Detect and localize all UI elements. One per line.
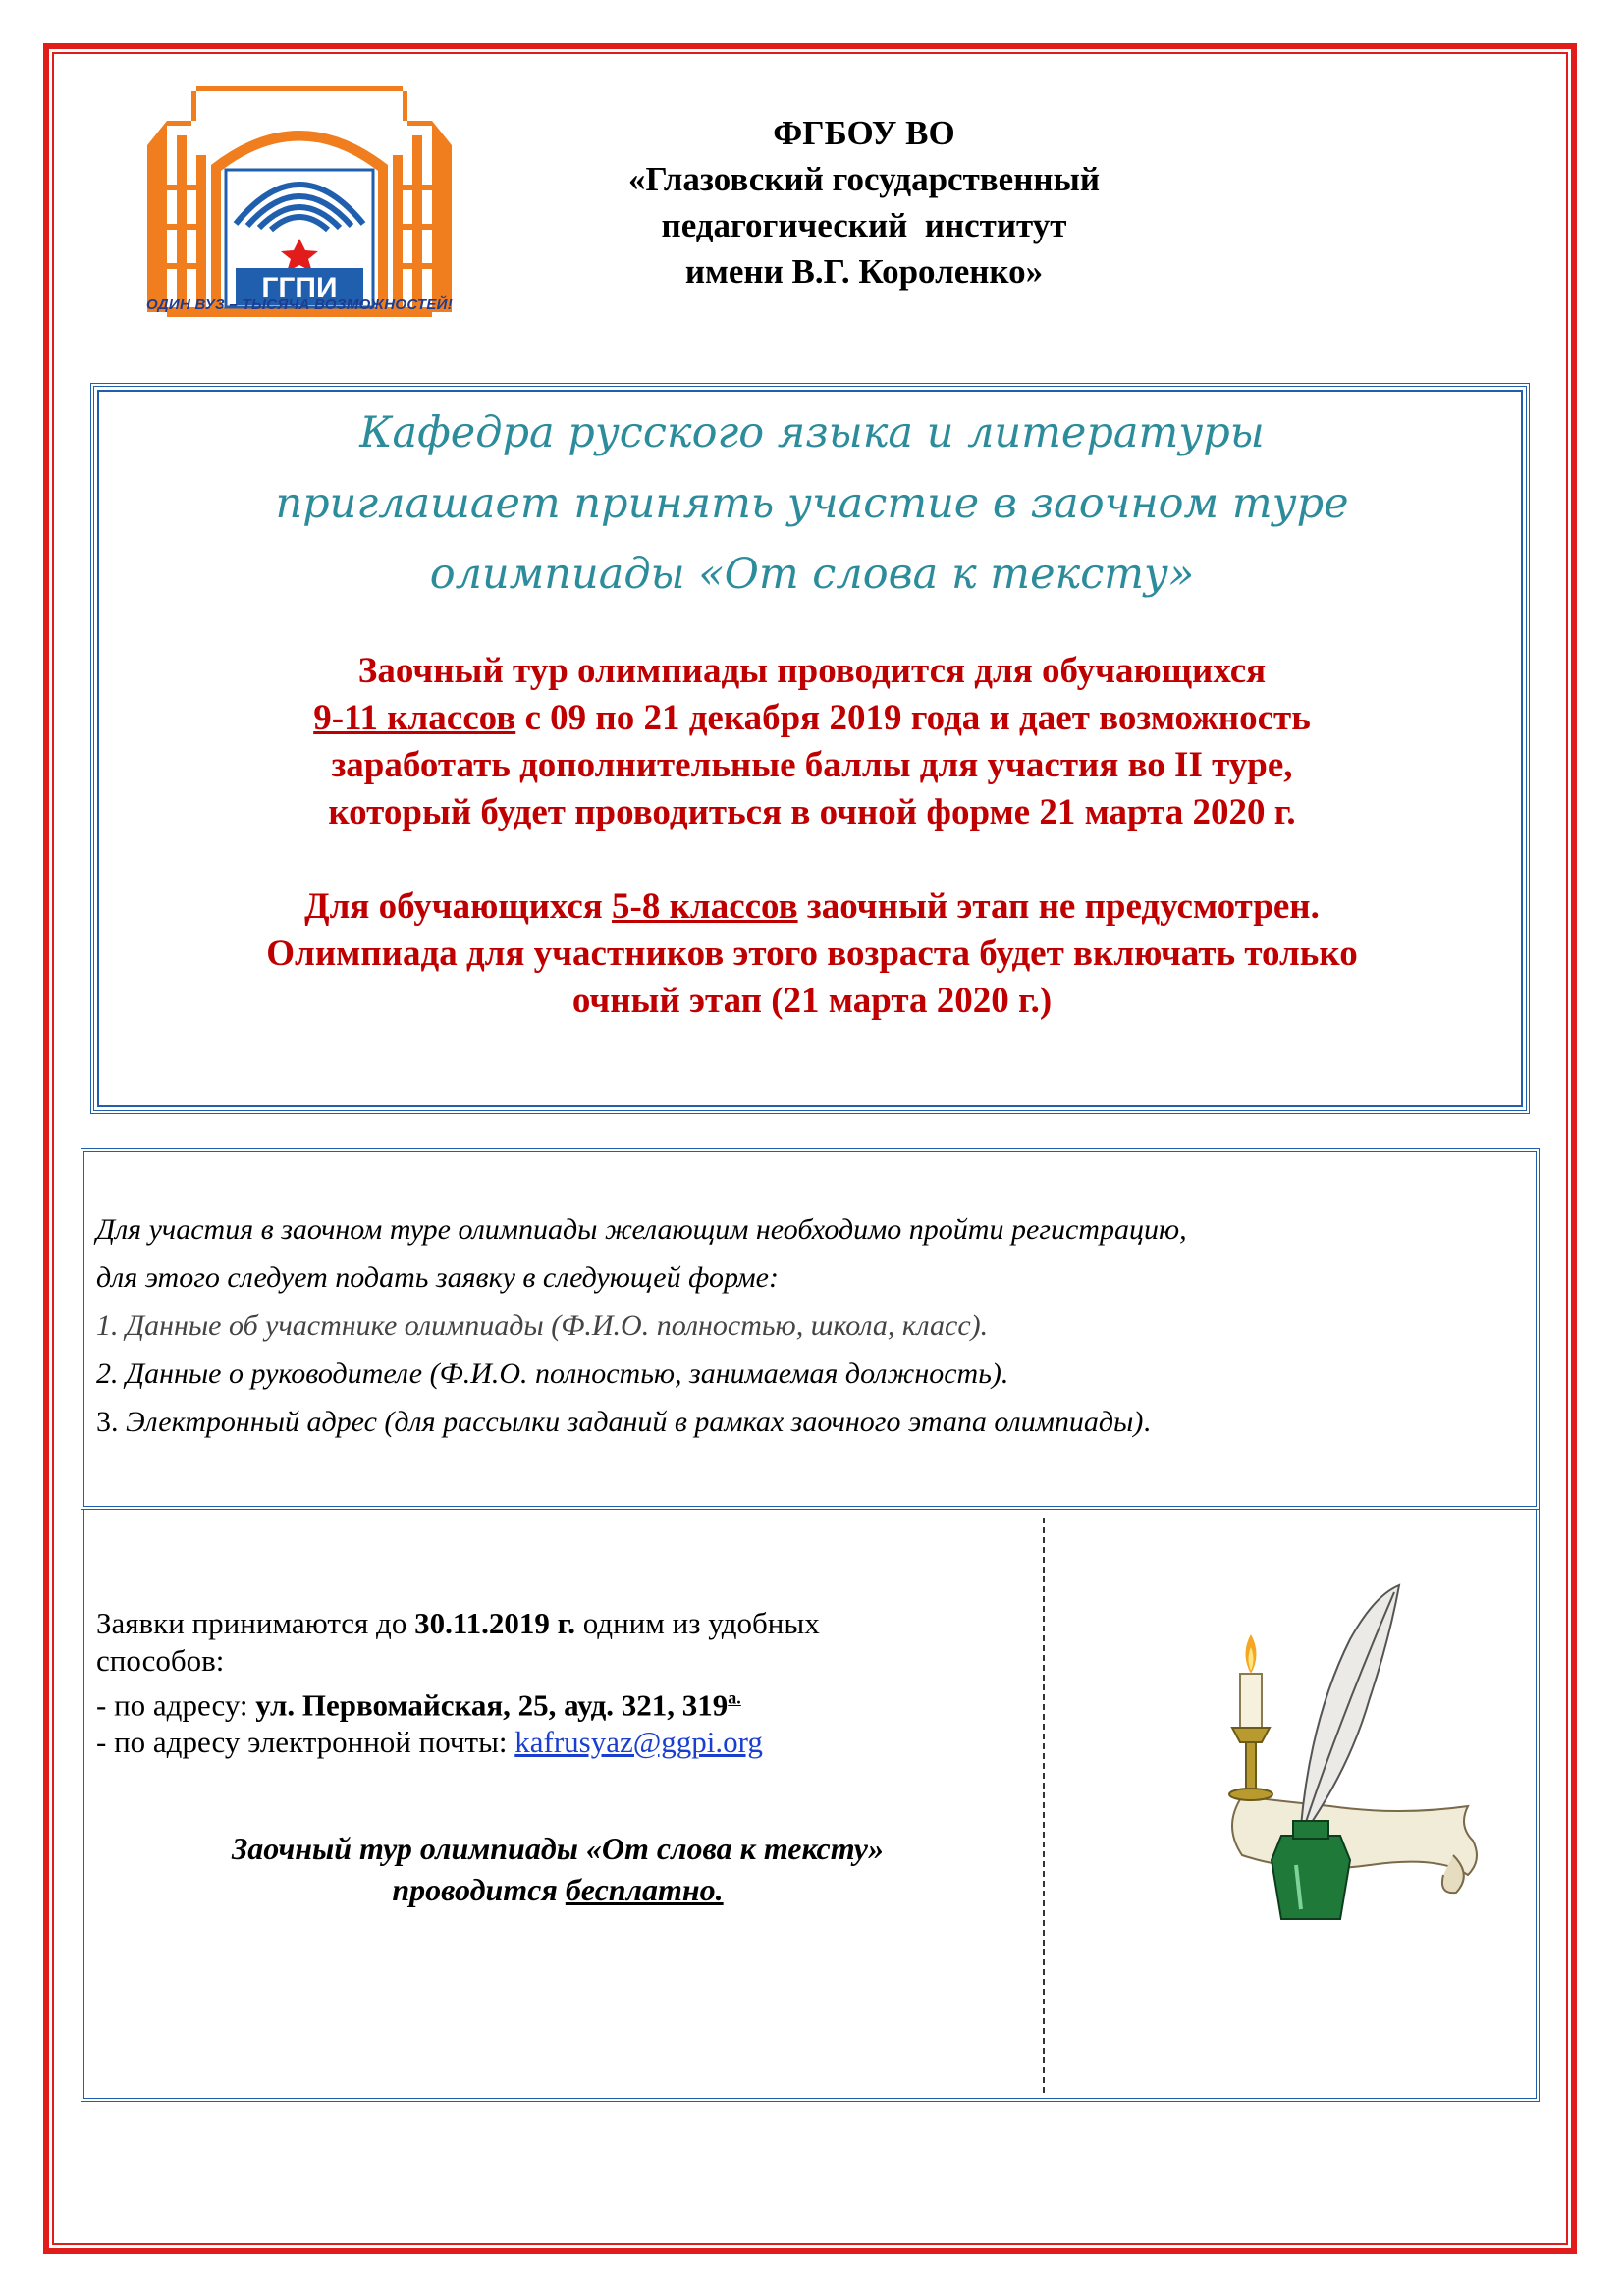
scroll-icon bbox=[1232, 1796, 1477, 1875]
free-participation-note bbox=[96, 1828, 1019, 1910]
apply-text-2: одним из удобных bbox=[574, 1606, 820, 1640]
reg-item-2 bbox=[96, 1350, 1530, 1398]
notice-line-1: Заочный тур олимпиады проводится для обучающихся bbox=[357, 651, 1267, 691]
notice-p2-prefix: Для обучающихся bbox=[304, 886, 613, 927]
reg-item-1: 1. Данные об участнике олимпиады (Ф.И.О. полностью, школа, класс). bbox=[96, 1309, 989, 1342]
quill-inkwell-illustration bbox=[1203, 1580, 1488, 1944]
notice-grades-5-8: 5-8 классов bbox=[612, 886, 798, 927]
reg-item-2-text: Данные о руководителе (Ф.И.О. полностью, занимаемая должность). bbox=[118, 1358, 1009, 1390]
institute-name bbox=[461, 110, 1267, 294]
apply-email-line bbox=[96, 1724, 1029, 1761]
address-superscript: а. bbox=[728, 1688, 741, 1708]
institute-line-2: «Глазовский государственный bbox=[627, 160, 1101, 198]
address-prefix: - по адресу: bbox=[96, 1687, 256, 1723]
application-info bbox=[96, 1605, 1029, 1761]
notice-spacer bbox=[98, 836, 1526, 883]
address-value: ул. Первомайская, 25, ауд. 321, 319 bbox=[255, 1687, 729, 1723]
email-link[interactable]: kafrusyaz@ggpi.org bbox=[514, 1725, 763, 1760]
institute-line-1: ФГБОУ ВО bbox=[773, 114, 955, 152]
candle-icon bbox=[1229, 1634, 1272, 1800]
notice-line-7: очный этап (21 марта 2020 г.) bbox=[571, 981, 1053, 1021]
feather-icon bbox=[1301, 1585, 1399, 1831]
notice-dates: с 09 по 21 декабря 2019 года и дает возможность bbox=[515, 698, 1311, 738]
olympiad-notice bbox=[98, 648, 1526, 1025]
notice-line-4: который будет проводиться в очной форме 21 марта 2020 г. bbox=[328, 792, 1296, 832]
dashed-divider bbox=[1043, 1518, 1045, 2093]
institute-line-4: имени В.Г. Короленко» bbox=[684, 252, 1044, 291]
notice-grades-9-11: 9-11 классов bbox=[313, 698, 516, 738]
free-line-2 bbox=[96, 1869, 1019, 1910]
free-line-1: Заочный тур олимпиады «От слова к тексту» bbox=[232, 1831, 884, 1866]
apply-deadline: 30.11.2019 г. bbox=[414, 1606, 575, 1640]
apply-line-2: способов: bbox=[96, 1643, 225, 1678]
inkwell-icon bbox=[1272, 1821, 1350, 1919]
logo-letters: ГГПИ bbox=[261, 272, 338, 304]
notice-p2-suffix: заочный этап не предусмотрен. bbox=[797, 886, 1320, 927]
reg-intro-2: для этого следует подать заявку в следующей форме: bbox=[96, 1261, 779, 1294]
logo-tagline: ОДИН ВУЗ – ТЫСЯЧА ВОЗМОЖНОСТЕЙ! bbox=[145, 296, 454, 313]
email-prefix: - по адресу электронной почты: bbox=[96, 1725, 515, 1760]
apply-line-1 bbox=[96, 1605, 1029, 1642]
apply-text: Заявки принимаются до bbox=[96, 1606, 415, 1640]
reg-item-2-num: 2. bbox=[96, 1358, 119, 1390]
free-word: бесплатно. bbox=[565, 1872, 724, 1907]
institute-line-3: педагогический институт bbox=[661, 206, 1067, 244]
invite-line-2: приглашает принять участие в заочном туре bbox=[275, 479, 1349, 528]
notice-line-3: заработать дополнительные баллы для участия во II туре, bbox=[331, 745, 1293, 785]
apply-address-line bbox=[96, 1680, 1029, 1724]
free-line-2-text: проводится bbox=[392, 1872, 566, 1907]
invitation-heading bbox=[0, 398, 1624, 610]
invite-line-3: олимпиады «От слова к тексту» bbox=[429, 550, 1195, 599]
reg-item-3-text: Электронный адрес (для рассылки заданий в рамках заочного этапа олимпиады) bbox=[118, 1406, 1144, 1438]
notice-line-6: Олимпиада для участников этого возраста будет включать только bbox=[266, 934, 1358, 974]
reg-item-3 bbox=[96, 1398, 1530, 1446]
registration-text bbox=[96, 1205, 1530, 1446]
invite-line-1: Кафедра русского языка и литературы bbox=[359, 408, 1265, 457]
reg-item-3-end: . bbox=[1143, 1406, 1151, 1438]
notice-line-5 bbox=[98, 883, 1526, 931]
reg-intro-1: Для участия в заочном туре олимпиады желающим необходимо пройти регистрацию, bbox=[96, 1213, 1187, 1246]
reg-item-3-num: 3. bbox=[96, 1406, 119, 1438]
notice-line-2 bbox=[98, 695, 1526, 742]
